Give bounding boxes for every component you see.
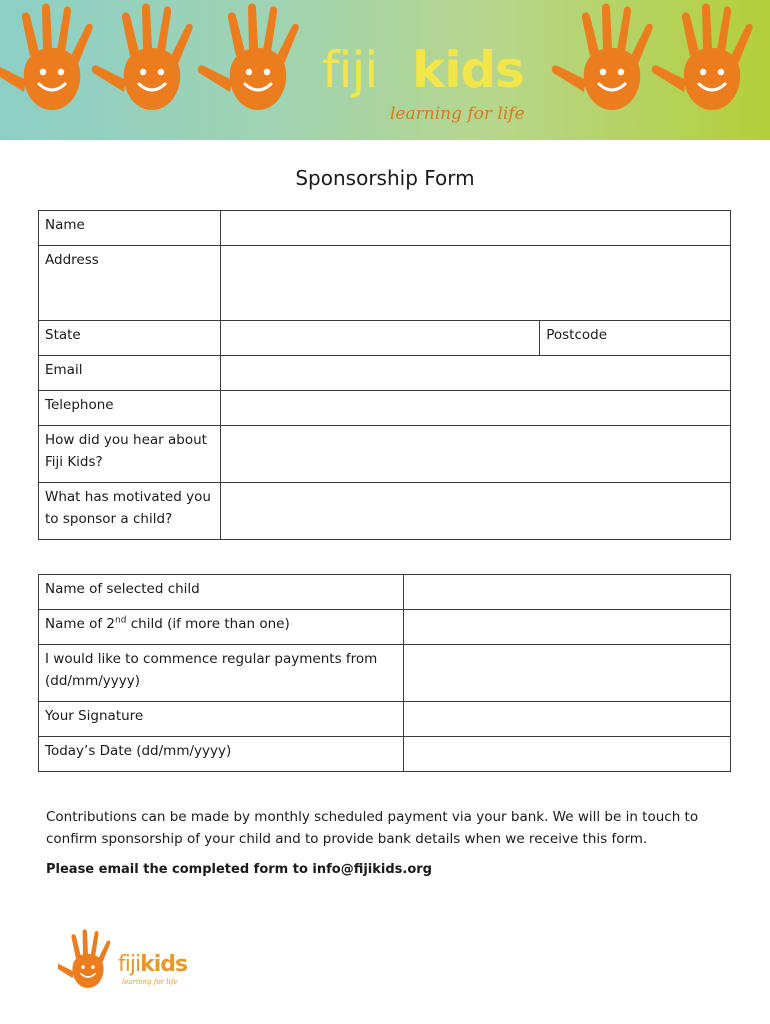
name-field[interactable] <box>220 211 730 246</box>
footer-brand-text <box>118 952 187 977</box>
email-instruction: Please email the completed form to info@fijikids.org <box>46 862 432 877</box>
hand-icon-4 <box>552 4 653 111</box>
state-field[interactable] <box>220 321 539 356</box>
header-banner <box>0 0 770 140</box>
motivated-field[interactable] <box>220 483 730 540</box>
personal-details-table <box>38 210 731 540</box>
table-row <box>39 575 731 610</box>
table-row <box>39 610 731 645</box>
motivated-label: What has motivated you to sponsor a child? <box>39 483 221 540</box>
table-row <box>39 321 731 356</box>
commence-payments-field[interactable] <box>403 645 730 702</box>
footer-logo <box>58 926 198 996</box>
hear-about-field[interactable] <box>220 426 730 483</box>
signature-label: Your Signature <box>39 702 404 737</box>
postcode-label: Postcode <box>546 327 608 343</box>
table-row <box>39 211 731 246</box>
telephone-field[interactable] <box>220 391 730 426</box>
second-child-label <box>39 610 404 645</box>
table-row <box>39 737 731 772</box>
selected-child-label: Name of selected child <box>39 575 404 610</box>
table-row <box>39 246 731 321</box>
hand-icon-3 <box>198 4 299 111</box>
email-field[interactable] <box>220 356 730 391</box>
commence-payments-label: I would like to commence regular payments from (dd/mm/yyyy) <box>39 645 404 702</box>
state-label: State <box>39 321 221 356</box>
table-row <box>39 483 731 540</box>
brand-bold-text: kids <box>412 41 524 99</box>
table-row <box>39 645 731 702</box>
signature-field[interactable] <box>403 702 730 737</box>
email-label: Email <box>39 356 221 391</box>
child-details-table <box>38 574 731 772</box>
second-child-prefix: Name of 2 <box>45 616 116 632</box>
name-label: Name <box>39 211 221 246</box>
brand-light-text: fiji <box>322 41 378 99</box>
todays-date-label: Today’s Date (dd/mm/yyyy) <box>39 737 404 772</box>
second-child-field[interactable] <box>403 610 730 645</box>
contributions-note: Contributions can be made by monthly scheduled payment via your bank. We will be in touch to confirm sponsorship of your child and to provide bank details when we receive this form. <box>46 809 699 847</box>
hand-icon-2 <box>92 4 193 111</box>
table-row <box>39 702 731 737</box>
selected-child-field[interactable] <box>403 575 730 610</box>
handprint-icons <box>0 0 770 140</box>
table-row <box>39 391 731 426</box>
table-row <box>39 426 731 483</box>
hand-icon-1 <box>0 4 93 111</box>
hear-about-label: How did you hear about Fiji Kids? <box>39 426 221 483</box>
address-label: Address <box>39 246 221 321</box>
todays-date-field[interactable] <box>403 737 730 772</box>
postcode-field[interactable] <box>540 321 731 356</box>
hand-icon-5 <box>652 4 753 111</box>
page-title: Sponsorship Form <box>295 166 475 190</box>
footer-tagline: learning for life <box>122 978 178 986</box>
brand-tagline: learning for life <box>390 104 525 124</box>
second-child-sup: nd <box>115 615 127 626</box>
table-row <box>39 356 731 391</box>
footer-hand-icon <box>58 926 118 996</box>
telephone-label: Telephone <box>39 391 221 426</box>
footer-brand-bold: kids <box>140 952 188 977</box>
second-child-suffix: child (if more than one) <box>126 616 290 632</box>
footer-brand-light: fiji <box>118 952 141 977</box>
address-field[interactable] <box>220 246 730 321</box>
